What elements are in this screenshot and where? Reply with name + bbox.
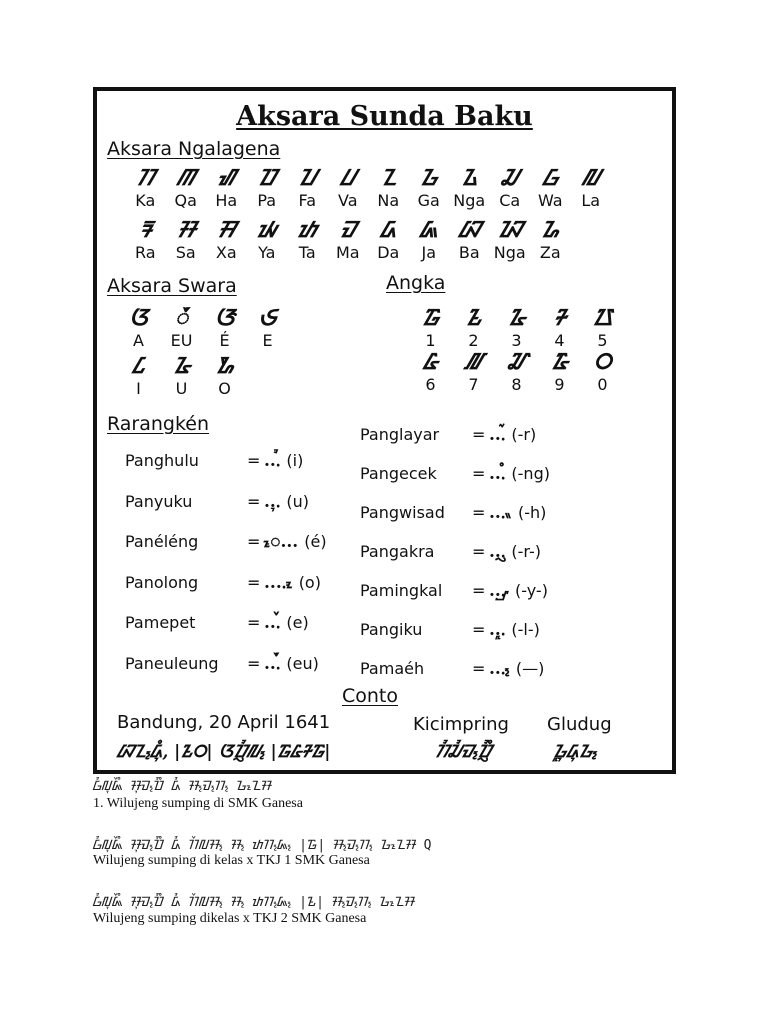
angka-label: 1 bbox=[425, 331, 436, 350]
ngalagena-label: Ga bbox=[417, 191, 440, 210]
swara-label: U bbox=[175, 379, 188, 398]
rarangken-value: (-l-) bbox=[511, 620, 540, 639]
rarangken-value: (-ng) bbox=[511, 464, 550, 483]
rarangken-sign: ...ᮡ bbox=[489, 581, 509, 601]
angka-cell bbox=[495, 349, 538, 394]
line-1-sundanese: ᮝᮤᮜᮥᮏᮨᮀ ᮞᮥᮙ᮪ᮕᮤᮀ ᮓᮤ ᮞ᮪ᮙ᮪ᮊ᮪ ᮌᮔᮦᮞ bbox=[93, 779, 272, 794]
swara-glyph: ᮃ bbox=[128, 305, 149, 331]
ngalagena-glyph: ᮠ bbox=[217, 165, 235, 191]
angka-row-2 bbox=[409, 349, 624, 394]
rarangken-equals: = bbox=[472, 659, 486, 678]
ngalagena-cell bbox=[206, 217, 247, 262]
ngalagena-glyph: ᮖ bbox=[298, 165, 316, 191]
ngalagena-glyph: ᮞ bbox=[176, 217, 195, 243]
swara-row-2 bbox=[117, 353, 246, 398]
swara-label: EU bbox=[170, 331, 193, 350]
ngalagena-label: Nga bbox=[453, 191, 486, 210]
line-3-sundanese: ᮝᮤᮜᮥᮏᮨᮀ ᮞᮥᮙ᮪ᮕᮤᮀ ᮓᮤ ᮊᮨᮜᮞ᮪ ᮞ᮪ ᮒᮊ᮪ᮏ᮪ |᮲| ᮞ᮪ᮙ᮪ᮊ᮪ ᮌᮔᮦᮞ bbox=[93, 895, 415, 910]
ngalagena-cell bbox=[490, 217, 531, 262]
ngalagena-label: Ca bbox=[499, 191, 521, 210]
angka-glyph: ᮲ bbox=[465, 305, 482, 331]
conto-example-1-sundanese: ᮘᮔ᮪ᮓᮥᮀ, |᮲᮰| ᮃᮕᮢᮤᮜ᮪ |᮱᮶᮴᮱| bbox=[117, 742, 331, 762]
angka-glyph: ᮴ bbox=[553, 305, 566, 331]
rarangken-row bbox=[125, 611, 309, 635]
ngalagena-cell bbox=[409, 165, 450, 210]
ngalagena-cell bbox=[125, 217, 166, 262]
angka-cell bbox=[409, 305, 452, 350]
rarangken-sign: ...ᮤ bbox=[264, 451, 281, 471]
swara-glyph: ᮈ bbox=[258, 305, 277, 331]
angka-glyph: ᮰ bbox=[593, 349, 612, 375]
conto-example-1-latin: Bandung, 20 April 1641 bbox=[117, 712, 331, 733]
conto-example-2-latin: Kicimpring bbox=[413, 714, 509, 735]
swara-row-1 bbox=[117, 305, 289, 350]
rarangken-equals: = bbox=[472, 464, 486, 483]
ngalagena-cell bbox=[287, 165, 328, 210]
rarangken-sign: ....ᮧ bbox=[264, 572, 293, 593]
rarangken-row bbox=[360, 423, 536, 447]
ngalagena-glyph: ᮑ bbox=[497, 217, 522, 243]
ngalagena-glyph: ᮏ bbox=[419, 217, 438, 243]
ngalagena-cell bbox=[368, 165, 409, 210]
ngalagena-label: Ra bbox=[134, 243, 156, 262]
ngalagena-glyph: ᮐ bbox=[541, 217, 560, 243]
rarangken-value: (i) bbox=[286, 451, 304, 470]
ngalagena-label: Ma bbox=[335, 243, 360, 262]
rarangken-name: Pangakra bbox=[360, 542, 435, 561]
ngalagena-label: Nga bbox=[493, 243, 526, 262]
angka-label: 0 bbox=[597, 375, 608, 394]
rarangken-equals: = bbox=[472, 542, 486, 561]
rarangken-value: (-r-) bbox=[511, 542, 541, 561]
ngalagena-glyph: ᮔ bbox=[380, 165, 397, 191]
conto-example-3-sundanese: ᮌᮣᮥᮓᮥᮌ᮪ bbox=[553, 742, 597, 762]
ngalagena-cell bbox=[571, 165, 612, 210]
angka-glyph: ᮸ bbox=[507, 349, 526, 375]
rarangken-row bbox=[360, 462, 550, 486]
angka-cell bbox=[581, 305, 624, 350]
rarangken-equals: = bbox=[247, 532, 261, 551]
angka-cell bbox=[538, 349, 581, 394]
rarangken-equals: = bbox=[472, 425, 486, 444]
ngalagena-cell bbox=[125, 165, 166, 210]
rarangken-row bbox=[360, 540, 541, 564]
rarangken-value: (-y-) bbox=[515, 581, 548, 600]
ngalagena-label: Sa bbox=[175, 243, 196, 262]
angka-cell bbox=[581, 349, 624, 394]
angka-label: 6 bbox=[425, 375, 436, 394]
rarangken-name: Panyuku bbox=[125, 491, 193, 511]
angka-cell bbox=[409, 349, 452, 394]
rarangken-name: Panghulu bbox=[125, 451, 199, 470]
rarangken-value: (o) bbox=[298, 572, 321, 592]
ngalagena-label: Na bbox=[377, 191, 400, 210]
rarangken-sign: ...ᮁ bbox=[489, 425, 506, 445]
ngalagena-label: Wa bbox=[537, 191, 563, 210]
rarangken-equals: = bbox=[247, 653, 261, 673]
ngalagena-glyph: ᮊ bbox=[136, 165, 154, 191]
ngalagena-glyph: ᮝ bbox=[542, 165, 558, 191]
rarangken-row bbox=[360, 501, 546, 525]
ngalagena-glyph: ᮛ bbox=[139, 217, 152, 243]
rarangken-name: Panglayar bbox=[360, 425, 440, 444]
conto-example-3-latin: Gludug bbox=[547, 714, 612, 735]
ngalagena-glyph: ᮘ bbox=[458, 217, 480, 243]
ngalagena-label: Va bbox=[337, 191, 358, 210]
line-3-latin: Wilujeng sumping dikelas x TKJ 2 SMK Ganesa bbox=[93, 911, 367, 926]
ngalagena-glyph: ᮌ bbox=[419, 165, 438, 191]
rarangken-row bbox=[360, 657, 544, 681]
line-2-sundanese: ᮝᮤᮜᮥᮏᮨᮀ ᮞᮥᮙ᮪ᮕᮤᮀ ᮓᮤ ᮊᮨᮜᮞ᮪ ᮞ᮪ ᮒᮊ᮪ᮏ᮪ |᮱| ᮞ᮪ᮙ᮪ᮊ᮪ ᮌᮔᮦᮞ Q bbox=[93, 838, 432, 853]
rarangken-name: Pamepet bbox=[125, 613, 196, 632]
ngalagena-glyph: ᮓ bbox=[380, 217, 397, 243]
rarangken-sign: ...᮪ bbox=[489, 659, 510, 679]
swara-glyph: ᮅ bbox=[173, 353, 190, 379]
rarangken-row bbox=[360, 618, 540, 642]
angka-row-1 bbox=[409, 305, 624, 350]
ngalagena-heading: Aksara Ngalagena bbox=[107, 138, 281, 160]
ngalagena-cell bbox=[287, 217, 328, 262]
angka-label: 4 bbox=[554, 331, 565, 350]
rarangken-value: (u) bbox=[286, 491, 310, 511]
rarangken-name: Pangecek bbox=[360, 464, 437, 483]
angka-glyph: ᮷ bbox=[465, 349, 482, 375]
rarangken-value: (—) bbox=[515, 659, 545, 678]
angka-label: 2 bbox=[468, 331, 479, 350]
ngalagena-glyph: ᮜ bbox=[582, 165, 600, 191]
chart-title: Aksara Sunda Baku bbox=[236, 101, 533, 132]
rarangken-equals: = bbox=[472, 620, 486, 639]
ngalagena-cell bbox=[206, 165, 247, 210]
angka-label: 5 bbox=[597, 331, 608, 350]
conto-example-2-sundanese: ᮊᮤᮎᮤᮙ᮪ᮕᮢᮤᮀ bbox=[435, 742, 491, 762]
ngalagena-cell bbox=[166, 165, 207, 210]
swara-glyph: ᮇ bbox=[215, 353, 234, 379]
swara-label: I bbox=[136, 379, 141, 398]
ngalagena-cell bbox=[166, 217, 207, 262]
rarangken-name: Pangwisad bbox=[360, 503, 445, 522]
ngalagena-cell bbox=[328, 165, 369, 210]
ngalagena-glyph: ᮋ bbox=[176, 165, 195, 191]
ngalagena-cell bbox=[328, 217, 369, 262]
rarangken-value: (e) bbox=[286, 613, 309, 632]
rarangken-sign: ...ᮨ bbox=[264, 613, 281, 633]
ngalagena-label: Ka bbox=[135, 191, 156, 210]
swara-cell bbox=[117, 305, 160, 350]
rarangken-name: Paneuleung bbox=[125, 653, 219, 673]
ngalagena-cell bbox=[490, 165, 531, 210]
swara-cell bbox=[160, 353, 203, 398]
angka-glyph: ᮹ bbox=[551, 349, 568, 375]
swara-label: É bbox=[219, 331, 230, 350]
angka-label: 8 bbox=[511, 375, 522, 394]
ngalagena-label: Pa bbox=[257, 191, 277, 210]
rarangken-row bbox=[125, 530, 327, 554]
rarangken-value: (eu) bbox=[286, 653, 319, 673]
rarangken-equals: = bbox=[247, 613, 261, 632]
angka-label: 7 bbox=[468, 375, 479, 394]
rarangken-equals: = bbox=[247, 451, 261, 470]
ngalagena-cell bbox=[530, 165, 571, 210]
swara-glyph: ᮆ bbox=[214, 305, 235, 331]
ngalagena-glyph: ᮎ bbox=[501, 165, 518, 191]
angka-label: 9 bbox=[554, 375, 565, 394]
angka-glyph: ᮶ bbox=[423, 349, 438, 375]
rarangken-row bbox=[360, 579, 548, 603]
swara-cell bbox=[246, 305, 289, 350]
rarangken-equals: = bbox=[472, 581, 486, 600]
ngalagena-label: Ha bbox=[215, 191, 238, 210]
rarangken-equals: = bbox=[472, 503, 486, 522]
ngalagena-label: La bbox=[581, 191, 601, 210]
angka-glyph: ᮵ bbox=[592, 305, 613, 331]
rarangken-name: Pangiku bbox=[360, 620, 423, 639]
swara-glyph: ᮩ bbox=[174, 305, 189, 331]
rarangken-name: Pamaéh bbox=[360, 659, 425, 678]
ngalagena-glyph: ᮍ bbox=[461, 165, 478, 191]
ngalagena-label: Fa bbox=[298, 191, 317, 210]
rarangken-row bbox=[125, 571, 321, 595]
ngalagena-glyph: ᮕ bbox=[258, 165, 276, 191]
swara-cell bbox=[203, 305, 246, 350]
swara-heading: Aksara Swara bbox=[107, 275, 237, 297]
ngalagena-glyph: ᮒ bbox=[297, 217, 317, 243]
rarangken-sign: ...ᮢ bbox=[489, 542, 506, 562]
rarangken-heading: Rarangkén bbox=[107, 413, 210, 435]
rarangken-value: (-r) bbox=[511, 425, 537, 444]
rarangken-row bbox=[125, 449, 303, 473]
rarangken-name: Pamingkal bbox=[360, 581, 443, 600]
ngalagena-cell bbox=[449, 165, 490, 210]
angka-cell bbox=[452, 305, 495, 350]
swara-label: O bbox=[218, 379, 231, 398]
rarangken-row bbox=[125, 490, 309, 514]
rarangken-sign: ...ᮥ bbox=[264, 491, 281, 512]
ngalagena-cell bbox=[409, 217, 450, 262]
rarangken-sign: ...ᮀ bbox=[489, 464, 506, 484]
ngalagena-cell bbox=[530, 217, 571, 262]
ngalagena-label: Qa bbox=[174, 191, 197, 210]
ngalagena-glyph: ᮚ bbox=[257, 217, 277, 243]
rarangken-equals: = bbox=[247, 491, 261, 511]
ngalagena-label: Ya bbox=[258, 243, 276, 262]
angka-cell bbox=[452, 349, 495, 394]
ngalagena-glyph: ᮙ bbox=[340, 217, 356, 243]
ngalagena-label: Ja bbox=[421, 243, 437, 262]
swara-cell bbox=[160, 305, 203, 350]
ngalagena-label: Xa bbox=[215, 243, 237, 262]
angka-label: 3 bbox=[511, 331, 522, 350]
swara-label: E bbox=[262, 331, 273, 350]
rarangken-sign: ...ᮂ bbox=[489, 503, 512, 523]
ngalagena-label: Ba bbox=[458, 243, 480, 262]
rarangken-sign: ...ᮩ bbox=[264, 653, 281, 674]
aksara-chart bbox=[93, 87, 676, 774]
rarangken-name: Panolong bbox=[125, 572, 199, 592]
ngalagena-glyph: ᮗ bbox=[340, 165, 356, 191]
ngalagena-cell bbox=[247, 217, 288, 262]
angka-cell bbox=[538, 305, 581, 350]
rarangken-value: (é) bbox=[304, 532, 327, 551]
ngalagena-cell bbox=[247, 165, 288, 210]
ngalagena-row-2 bbox=[125, 217, 571, 262]
angka-heading: Angka bbox=[386, 272, 446, 294]
ngalagena-label: Da bbox=[377, 243, 400, 262]
swara-glyph: ᮄ bbox=[132, 353, 145, 379]
rarangken-name: Panéléng bbox=[125, 532, 199, 551]
conto-heading: Conto bbox=[342, 685, 399, 707]
ngalagena-cell bbox=[368, 217, 409, 262]
swara-cell bbox=[117, 353, 160, 398]
rarangken-row bbox=[125, 652, 319, 676]
ngalagena-label: Za bbox=[539, 243, 561, 262]
angka-glyph: ᮱ bbox=[421, 305, 440, 331]
ngalagena-row-1 bbox=[125, 165, 611, 210]
rarangken-equals: = bbox=[247, 572, 261, 592]
rarangken-value: (-h) bbox=[517, 503, 547, 522]
line-2-latin: Wilujeng sumping di kelas x TKJ 1 SMK Ganesa bbox=[93, 853, 370, 868]
ngalagena-glyph: ᮟ bbox=[217, 217, 236, 243]
ngalagena-label: Ta bbox=[298, 243, 316, 262]
angka-glyph: ᮳ bbox=[508, 305, 525, 331]
ngalagena-cell bbox=[449, 217, 490, 262]
swara-label: A bbox=[133, 331, 144, 350]
line-1-latin: 1. Wilujeng sumping di SMK Ganesa bbox=[93, 796, 303, 811]
angka-cell bbox=[495, 305, 538, 350]
rarangken-sign: ...ᮣ bbox=[489, 620, 506, 640]
swara-cell bbox=[203, 353, 246, 398]
rarangken-sign: ᮦ... bbox=[264, 532, 299, 552]
